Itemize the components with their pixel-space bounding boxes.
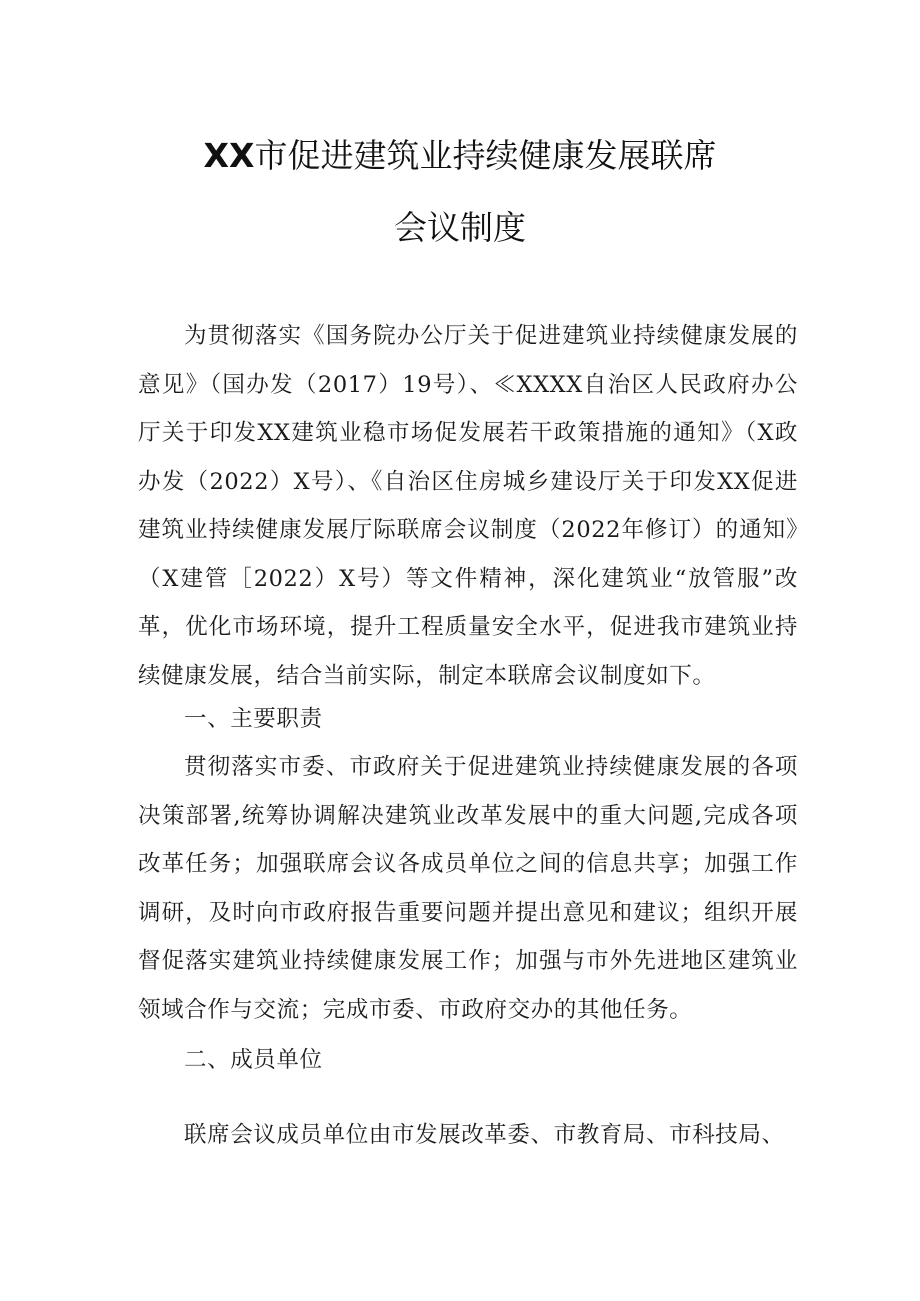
- intro-section: [138, 312, 798, 700]
- title-prefix: XX: [203, 136, 255, 175]
- members-paragraph: 联席会议成员单位由市发展改革委、市教育局、市科技局、: [184, 1122, 785, 1148]
- section-heading-members: 二、成员单位: [184, 1047, 323, 1073]
- document-title-line-1: [0, 136, 920, 176]
- section-heading-duties: 一、主要职责: [184, 706, 323, 732]
- duties-section: [138, 743, 798, 1034]
- document-title-line-2: 会议制度: [394, 208, 526, 247]
- intro-paragraph: 为贯彻落实《国务院办公厅关于促进建筑业持续健康发展的意见》（国办发（2017）19号）、≪XXXX自治区人民政府办公厅关于印发XX建筑业稳市场促发展若干政策措施的通知》（X政办发（2022）X号）、《自治区住房城乡建设厅关于印发XX促进建筑业持续健康发展厅际联席会议制度（2022年修订）的通知》（X建管［2022）X号）等文件精神，深化建筑业“放管服”改革，优化市场环境，提升工程质量安全水平，促进我市建筑业持续健康发展，结合当前实际，制定本联席会议制度如下。: [138, 323, 798, 689]
- duties-paragraph: 贯彻落实市委、市政府关于促进建筑业持续健康发展的各项决策部署,统筹协调解决建筑业改革发展中的重大问题,完成各项改革任务；加强联席会议各成员单位之间的信息共享；加强工作调研，及时向市政府报告重要问题并提出意见和建议；组织开展督促落实建筑业持续健康发展工作；加强与市外先进地区建筑业领域合作与交流；完成市委、市政府交办的其他任务。: [138, 754, 798, 1023]
- members-section: [138, 1111, 798, 1160]
- title-rest: 市促进建筑业持续健康发展联席: [254, 136, 717, 175]
